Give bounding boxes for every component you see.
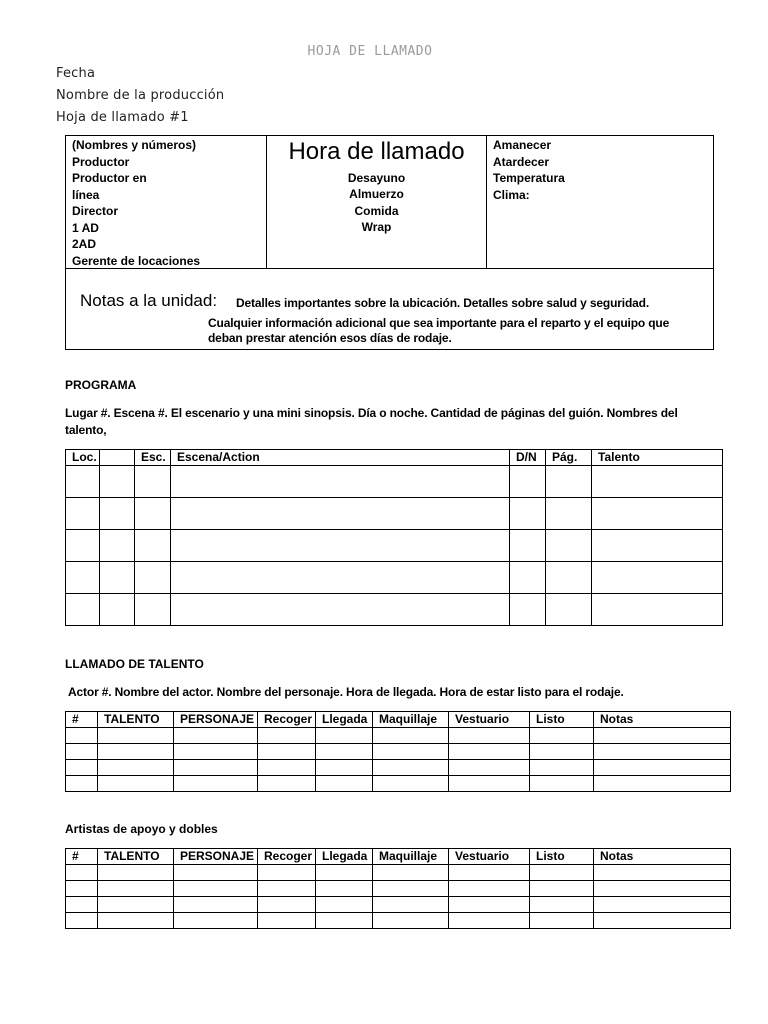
table-cell[interactable] bbox=[449, 881, 530, 897]
table-cell[interactable] bbox=[449, 776, 530, 792]
table-cell[interactable] bbox=[66, 728, 98, 744]
table-cell[interactable] bbox=[66, 466, 100, 498]
table-cell[interactable] bbox=[594, 881, 731, 897]
table-cell[interactable] bbox=[316, 897, 373, 913]
table-cell[interactable] bbox=[449, 760, 530, 776]
table-cell[interactable] bbox=[258, 897, 316, 913]
table-cell[interactable] bbox=[592, 562, 723, 594]
meal-item: Comida bbox=[354, 203, 399, 218]
program-description: Lugar #. Escena #. El escenario y una mini sinopsis. Día o noche. Cantidad de páginas del guión. Nombres del talento, bbox=[65, 406, 678, 437]
table-cell[interactable] bbox=[530, 881, 594, 897]
table-cell[interactable] bbox=[100, 530, 135, 562]
table-cell[interactable] bbox=[98, 760, 174, 776]
talent-call-description: Actor #. Nombre del actor. Nombre del personaje. Hora de llegada. Hora de estar listo para el rodaje. bbox=[68, 685, 624, 699]
table-cell[interactable] bbox=[449, 728, 530, 744]
call-sheet-number-label: Hoja de llamado #1 bbox=[56, 110, 189, 125]
column-header: Llegada bbox=[316, 712, 373, 728]
table-cell[interactable] bbox=[530, 913, 594, 929]
table-cell[interactable] bbox=[135, 498, 171, 530]
column-header: PERSONAJE bbox=[174, 712, 258, 728]
header-top-row bbox=[66, 136, 713, 269]
table-cell[interactable] bbox=[373, 913, 449, 929]
table-cell[interactable] bbox=[316, 881, 373, 897]
program-heading: PROGRAMA bbox=[65, 378, 137, 392]
date-label: Fecha bbox=[56, 66, 96, 81]
table-cell[interactable] bbox=[546, 562, 592, 594]
production-name-label: Nombre de la producción bbox=[56, 88, 225, 103]
column-header: Pág. bbox=[546, 450, 592, 466]
table-row bbox=[66, 881, 731, 897]
crew-item: 1 AD bbox=[72, 220, 99, 235]
table-cell[interactable] bbox=[174, 897, 258, 913]
unit-notes-line: deban prestar atención esos días de rodaje. bbox=[208, 331, 452, 345]
table-row bbox=[66, 760, 731, 776]
column-header: Talento bbox=[592, 450, 723, 466]
table-cell[interactable] bbox=[135, 466, 171, 498]
table-cell[interactable] bbox=[258, 728, 316, 744]
table-cell[interactable] bbox=[449, 913, 530, 929]
table-cell[interactable] bbox=[66, 498, 100, 530]
table-cell[interactable] bbox=[373, 760, 449, 776]
call-time-title: Hora de llamado bbox=[288, 138, 465, 165]
table-cell[interactable] bbox=[594, 913, 731, 929]
table-cell[interactable] bbox=[530, 776, 594, 792]
document-title: HOJA DE LLAMADO bbox=[307, 44, 433, 59]
table-cell[interactable] bbox=[66, 913, 98, 929]
table-cell[interactable] bbox=[171, 530, 510, 562]
table-cell[interactable] bbox=[258, 744, 316, 760]
table-cell[interactable] bbox=[258, 760, 316, 776]
table-cell[interactable] bbox=[66, 594, 100, 626]
table-cell[interactable] bbox=[594, 728, 731, 744]
table-cell[interactable] bbox=[98, 744, 174, 760]
table-cell[interactable] bbox=[449, 865, 530, 881]
table-cell[interactable] bbox=[316, 728, 373, 744]
crew-item: Productor bbox=[72, 154, 130, 169]
crew-item: (Nombres y números) bbox=[72, 138, 197, 152]
table-cell[interactable] bbox=[174, 776, 258, 792]
table-cell[interactable] bbox=[592, 530, 723, 562]
talent-table bbox=[65, 711, 731, 792]
column-header: Notas bbox=[594, 712, 731, 728]
table-row bbox=[66, 594, 723, 626]
table-cell[interactable] bbox=[546, 466, 592, 498]
table-cell[interactable] bbox=[373, 897, 449, 913]
table-row bbox=[66, 562, 723, 594]
table-cell[interactable] bbox=[135, 530, 171, 562]
table-cell[interactable] bbox=[530, 865, 594, 881]
column-header: Recoger bbox=[258, 712, 316, 728]
table-cell[interactable] bbox=[66, 530, 100, 562]
table-cell[interactable] bbox=[135, 562, 171, 594]
column-header: PERSONAJE bbox=[174, 849, 258, 865]
column-header: Recoger bbox=[258, 849, 316, 865]
table-cell[interactable] bbox=[174, 744, 258, 760]
table-row bbox=[66, 913, 731, 929]
crew-item: Director bbox=[72, 204, 119, 218]
table-cell[interactable] bbox=[373, 881, 449, 897]
table-cell[interactable] bbox=[510, 594, 546, 626]
table-cell[interactable] bbox=[174, 865, 258, 881]
table-cell[interactable] bbox=[316, 913, 373, 929]
table-cell[interactable] bbox=[100, 466, 135, 498]
table-cell[interactable] bbox=[594, 776, 731, 792]
crew-list bbox=[72, 137, 200, 269]
column-header: Vestuario bbox=[449, 712, 530, 728]
table-row bbox=[66, 728, 731, 744]
table-cell[interactable] bbox=[258, 913, 316, 929]
header-box bbox=[65, 135, 714, 350]
table-cell[interactable] bbox=[98, 728, 174, 744]
table-cell[interactable] bbox=[530, 744, 594, 760]
table-cell[interactable] bbox=[174, 881, 258, 897]
table-cell[interactable] bbox=[66, 881, 98, 897]
table-row bbox=[66, 744, 731, 760]
meal-list bbox=[267, 170, 486, 235]
table-row bbox=[66, 498, 723, 530]
unit-notes-label: Notas a la unidad: bbox=[80, 291, 218, 310]
table-cell[interactable] bbox=[373, 776, 449, 792]
column-header: Esc. bbox=[135, 450, 171, 466]
table-cell[interactable] bbox=[373, 728, 449, 744]
column-header: Maquillaje bbox=[373, 849, 449, 865]
table-cell[interactable] bbox=[98, 865, 174, 881]
weather-item: Atardecer bbox=[493, 154, 550, 169]
unit-notes-line: Cualquier información adicional que sea importante para el reparto y el equipo que bbox=[208, 316, 670, 330]
table-cell[interactable] bbox=[171, 594, 510, 626]
table-cell[interactable] bbox=[510, 562, 546, 594]
table-cell[interactable] bbox=[510, 498, 546, 530]
column-header: Llegada bbox=[316, 849, 373, 865]
table-cell[interactable] bbox=[171, 498, 510, 530]
call-time-cell bbox=[267, 136, 487, 268]
table-cell[interactable] bbox=[174, 728, 258, 744]
table-cell[interactable] bbox=[594, 865, 731, 881]
table-cell[interactable] bbox=[98, 881, 174, 897]
column-header: # bbox=[66, 849, 98, 865]
weather-item: Clima: bbox=[493, 187, 530, 202]
table-row bbox=[66, 865, 731, 881]
table-cell[interactable] bbox=[98, 913, 174, 929]
table-cell[interactable] bbox=[171, 562, 510, 594]
column-header: Vestuario bbox=[449, 849, 530, 865]
table-cell[interactable] bbox=[449, 897, 530, 913]
table-cell[interactable] bbox=[66, 562, 100, 594]
table-cell[interactable] bbox=[373, 865, 449, 881]
column-header: TALENTO bbox=[98, 849, 174, 865]
table-cell[interactable] bbox=[66, 897, 98, 913]
table-cell[interactable] bbox=[258, 865, 316, 881]
table-cell[interactable] bbox=[546, 498, 592, 530]
table-cell[interactable] bbox=[510, 530, 546, 562]
table-cell[interactable] bbox=[171, 466, 510, 498]
table-cell[interactable] bbox=[135, 594, 171, 626]
crew-item: Productor en bbox=[72, 171, 147, 185]
weather-cell bbox=[487, 136, 713, 268]
table-row bbox=[66, 776, 731, 792]
table-cell[interactable] bbox=[316, 744, 373, 760]
table-cell[interactable] bbox=[98, 897, 174, 913]
table-cell[interactable] bbox=[594, 897, 731, 913]
table-cell[interactable] bbox=[316, 865, 373, 881]
table-cell[interactable] bbox=[174, 760, 258, 776]
table-cell[interactable] bbox=[98, 776, 174, 792]
table-row bbox=[66, 897, 731, 913]
column-header bbox=[100, 450, 135, 466]
table-cell[interactable] bbox=[530, 897, 594, 913]
weather-list bbox=[493, 137, 565, 203]
column-header: Loc. bbox=[66, 450, 100, 466]
schedule-table bbox=[65, 449, 723, 626]
unit-notes-line: Detalles importantes sobre la ubicación. Detalles sobre salud y seguridad. bbox=[236, 296, 650, 310]
table-cell[interactable] bbox=[592, 466, 723, 498]
table-cell[interactable] bbox=[258, 881, 316, 897]
table-cell[interactable] bbox=[530, 760, 594, 776]
table-cell[interactable] bbox=[66, 865, 98, 881]
table-cell[interactable] bbox=[449, 744, 530, 760]
column-header: D/N bbox=[510, 450, 546, 466]
table-cell[interactable] bbox=[546, 530, 592, 562]
meal-item: Wrap bbox=[361, 219, 392, 234]
column-header: TALENTO bbox=[98, 712, 174, 728]
table-cell[interactable] bbox=[373, 744, 449, 760]
table-cell[interactable] bbox=[66, 776, 98, 792]
crew-item: línea bbox=[72, 187, 100, 202]
table-cell[interactable] bbox=[174, 913, 258, 929]
support-heading: Artistas de apoyo y dobles bbox=[65, 822, 218, 836]
column-header: Maquillaje bbox=[373, 712, 449, 728]
table-cell[interactable] bbox=[592, 498, 723, 530]
table-cell[interactable] bbox=[316, 760, 373, 776]
table-cell[interactable] bbox=[594, 744, 731, 760]
weather-item: Amanecer bbox=[493, 138, 552, 152]
talent-call-heading: LLAMADO DE TALENTO bbox=[65, 657, 204, 671]
table-cell[interactable] bbox=[592, 594, 723, 626]
table-cell[interactable] bbox=[66, 744, 98, 760]
column-header: Escena/Action bbox=[171, 450, 510, 466]
table-cell[interactable] bbox=[594, 760, 731, 776]
table-cell[interactable] bbox=[316, 776, 373, 792]
table-cell[interactable] bbox=[100, 594, 135, 626]
column-header: Notas bbox=[594, 849, 731, 865]
table-cell[interactable] bbox=[510, 466, 546, 498]
meal-item: Almuerzo bbox=[349, 187, 404, 202]
table-cell[interactable] bbox=[66, 760, 98, 776]
table-cell[interactable] bbox=[530, 728, 594, 744]
table-cell[interactable] bbox=[100, 562, 135, 594]
crew-cell bbox=[66, 136, 267, 268]
support-table bbox=[65, 848, 731, 929]
table-cell[interactable] bbox=[546, 594, 592, 626]
table-row bbox=[66, 530, 723, 562]
crew-item: 2AD bbox=[72, 237, 97, 251]
table-cell[interactable] bbox=[100, 498, 135, 530]
weather-item: Temperatura bbox=[493, 171, 565, 185]
crew-item: Gerente de locaciones bbox=[72, 253, 201, 268]
column-header: # bbox=[66, 712, 98, 728]
column-header: Listo bbox=[530, 849, 594, 865]
column-header: Listo bbox=[530, 712, 594, 728]
meal-item: Desayuno bbox=[347, 171, 406, 185]
table-row bbox=[66, 466, 723, 498]
table-cell[interactable] bbox=[258, 776, 316, 792]
